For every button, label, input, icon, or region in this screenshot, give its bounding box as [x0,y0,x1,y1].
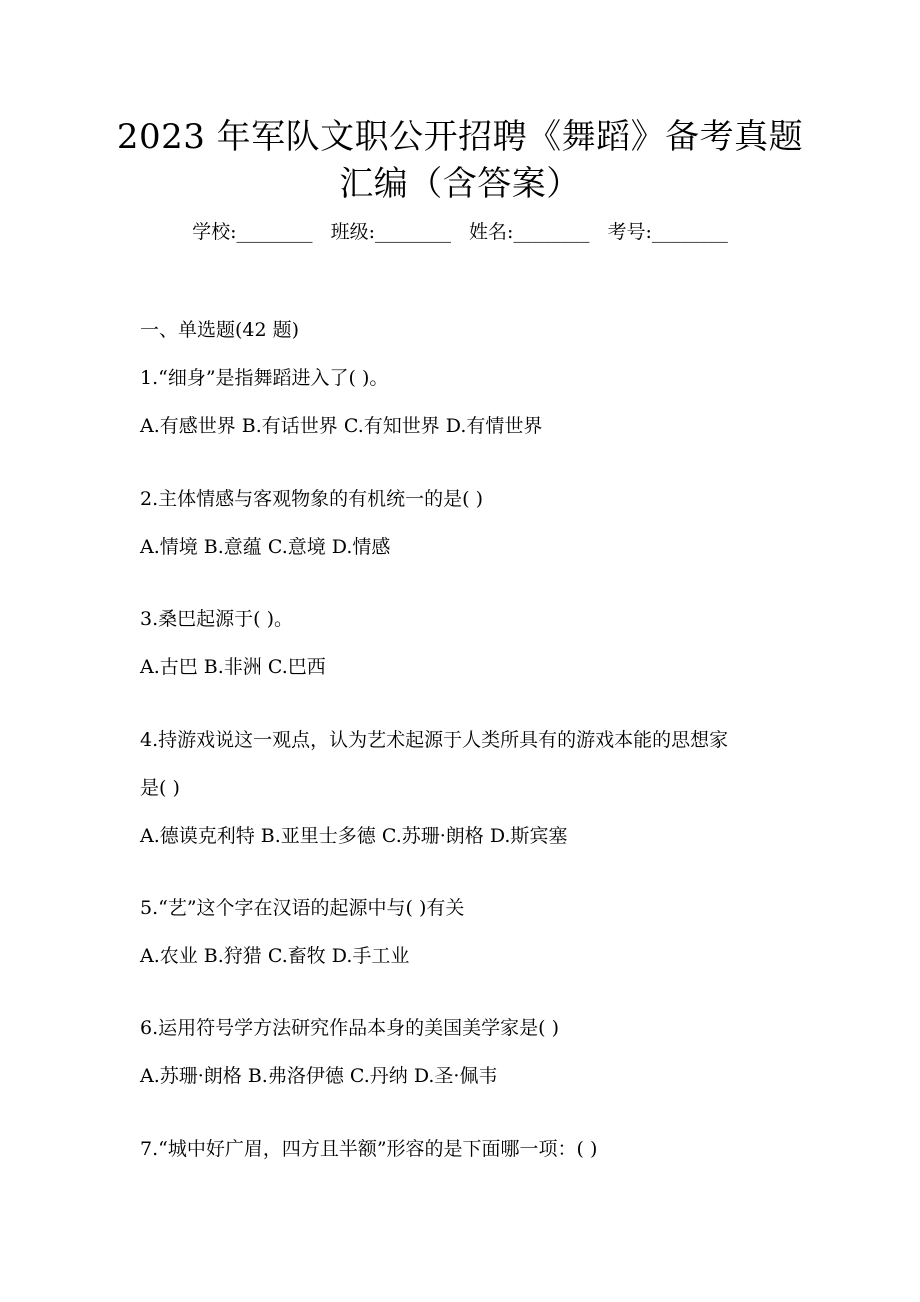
question-stem: 3.桑巴起源于( )。 [140,608,293,630]
question-options: A.苏珊·朗格 B.弗洛伊德 C.丹纳 D.圣·佩韦 [140,1065,498,1087]
question-stem: 1.“细身”是指舞蹈进入了( )。 [140,367,389,389]
document-title-line-1: 2023 年军队文职公开招聘《舞蹈》备考真题 [116,117,804,157]
question-stem: 2.主体情感与客观物象的有机统一的是( ) [140,488,483,510]
student-info-row [0,220,920,244]
document-title-line-2: 汇编（含答案） [339,164,581,204]
question-stem: 4.持游戏说这一观点，认为艺术起源于人类所具有的游戏本能的思想家 [140,729,729,751]
question-options: A.情境 B.意蕴 C.意境 D.情感 [140,536,391,558]
name-field: 姓名:________ [469,221,590,243]
question-stem: 5.“艺”这个字在汉语的起源中与( )有关 [140,897,465,919]
number-field: 考号:________ [607,221,728,243]
question-stem: 6.运用符号学方法研究作品本身的美国美学家是( ) [140,1017,559,1039]
question-stem-continuation: 是( ) [140,777,180,799]
question-options: A.农业 B.狩猎 C.畜牧 D.手工业 [140,945,410,967]
question-options: A.有感世界 B.有话世界 C.有知世界 D.有情世界 [140,415,543,437]
question-options: A.古巴 B.非洲 C.巴西 [140,656,326,678]
question-options: A.德谟克利特 B.亚里士多德 C.苏珊·朗格 D.斯宾塞 [140,825,568,847]
class-field: 班级:________ [330,221,451,243]
question-stem: 7.“城中好广眉，四方且半额”形容的是下面哪一项：( ) [140,1138,598,1160]
school-field: 学校:________ [192,221,313,243]
section-heading: 一、单选题(42 题) [140,319,300,341]
